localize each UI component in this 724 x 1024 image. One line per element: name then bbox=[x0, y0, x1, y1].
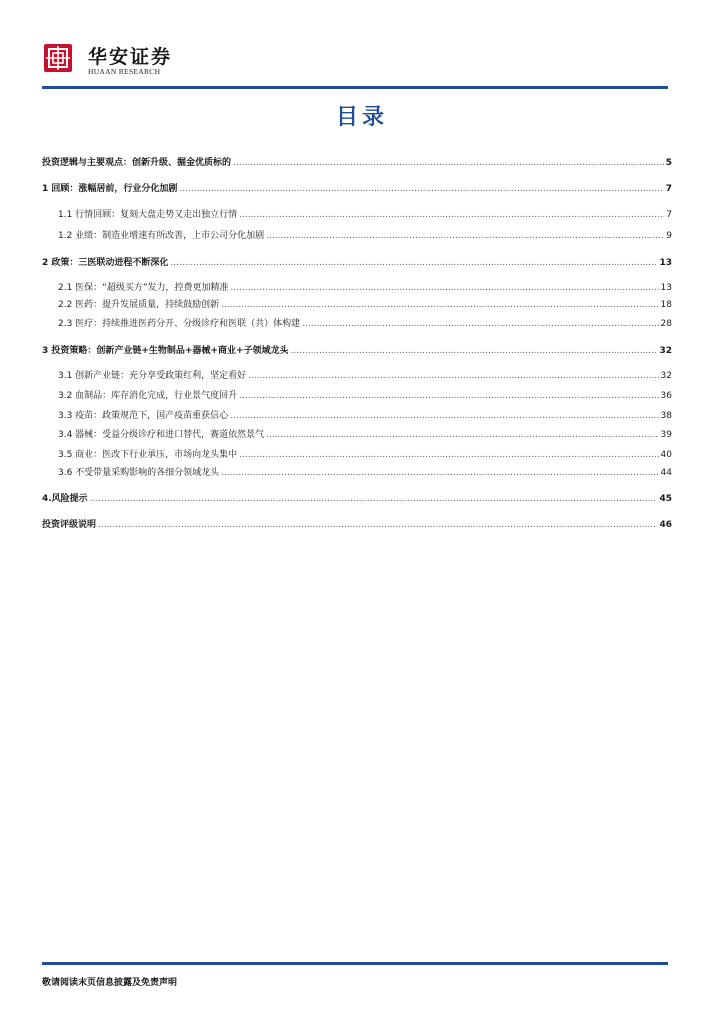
toc-subsection-entry[interactable] bbox=[58, 230, 672, 242]
toc-page-number: 32 bbox=[659, 346, 672, 356]
toc-page-number: 28 bbox=[660, 319, 672, 329]
toc-dot-leader bbox=[221, 467, 658, 479]
toc-section-entry[interactable] bbox=[42, 157, 672, 169]
toc-subsection-entry[interactable] bbox=[58, 467, 672, 479]
toc-dot-leader bbox=[302, 318, 658, 330]
toc-section-entry[interactable] bbox=[42, 345, 672, 357]
toc-entry-text: 投资逻辑与主要观点：创新升级、掘金优质标的 bbox=[42, 158, 232, 168]
toc-dot-leader bbox=[291, 345, 658, 357]
toc-dot-leader bbox=[266, 230, 664, 242]
toc-dot-leader bbox=[239, 449, 658, 461]
toc-dot-leader bbox=[98, 519, 657, 531]
toc-subsection-entry[interactable] bbox=[58, 282, 672, 294]
toc-page-number: 36 bbox=[660, 391, 672, 401]
toc-dot-leader bbox=[239, 390, 658, 402]
toc-entry-text: 3.3 疫苗：政策规范下，国产疫苗重获信心 bbox=[58, 411, 229, 421]
toc-dot-leader bbox=[221, 299, 658, 311]
toc-entry-text: 3.1 创新产业链：充分享受政策红利，坚定看好 bbox=[58, 371, 247, 381]
toc-entry-text: 1 回顾：涨幅居前，行业分化加剧 bbox=[42, 184, 178, 194]
page-title: 目录 bbox=[335, 105, 388, 130]
huaan-logo-icon bbox=[44, 44, 72, 72]
toc-dot-leader bbox=[179, 183, 663, 195]
toc-page-number: 18 bbox=[660, 300, 672, 310]
toc-entry-text: 3.2 血制品：库存消化完成，行业景气度回升 bbox=[58, 391, 238, 401]
toc-subsection-entry[interactable] bbox=[58, 370, 672, 382]
toc-page-number: 38 bbox=[660, 411, 672, 421]
toc-page-number: 45 bbox=[659, 494, 672, 504]
toc-page-number: 13 bbox=[659, 258, 672, 268]
toc-dot-leader bbox=[231, 282, 659, 294]
footer-divider bbox=[42, 962, 668, 965]
toc-page-number: 13 bbox=[660, 283, 672, 293]
toc-dot-leader bbox=[248, 370, 658, 382]
toc-dot-leader bbox=[266, 429, 658, 441]
toc-dot-leader bbox=[239, 209, 664, 221]
toc-section-entry[interactable] bbox=[42, 493, 672, 505]
toc-dot-leader bbox=[170, 257, 657, 269]
toc-page-number: 40 bbox=[660, 450, 672, 460]
brand-name-cn: 华安证券 bbox=[88, 46, 173, 68]
toc-subsection-entry[interactable] bbox=[58, 390, 672, 402]
toc-dot-leader bbox=[90, 493, 658, 505]
toc-entry-text: 1.1 行情回顾：复刻大盘走势又走出独立行情 bbox=[58, 210, 238, 220]
toc-entry-text: 2.1 医保：“超级买方”发力，控费更加精准 bbox=[58, 283, 229, 293]
toc-entry-text: 3 投资策略：创新产业链+生物制品+器械+商业+子领域龙头 bbox=[42, 346, 289, 356]
toc-entry-text: 1.2 业绩：制造业增速有所改善，上市公司分化加剧 bbox=[58, 231, 265, 241]
toc-subsection-entry[interactable] bbox=[58, 299, 672, 311]
toc-page-number: 39 bbox=[660, 430, 672, 440]
toc-subsection-entry[interactable] bbox=[58, 318, 672, 330]
toc-entry-text: 2 政策：三医联动进程不断深化 bbox=[42, 258, 169, 268]
toc-entry-text: 3.5 商业：医改下行业承压，市场向龙头集中 bbox=[58, 450, 238, 460]
toc-page-number: 7 bbox=[665, 184, 672, 194]
toc-page-number: 9 bbox=[666, 231, 672, 241]
toc-entry-text: 4.风险提示 bbox=[42, 494, 88, 504]
toc-entry-text: 3.6 不受带量采购影响的各细分领域龙头 bbox=[58, 468, 220, 478]
toc-subsection-entry[interactable] bbox=[58, 429, 672, 441]
toc-entry-text: 3.4 器械：受益分级诊疗和进口替代，赛道依然景气 bbox=[58, 430, 265, 440]
toc-entry-text: 2.3 医疗：持续推进医药分开、分级诊疗和医联（共）体构建 bbox=[58, 319, 301, 329]
page-header bbox=[44, 42, 684, 82]
brand-name-en: HUAAN RESEARCH bbox=[88, 67, 161, 76]
toc-section-entry[interactable] bbox=[42, 257, 672, 269]
toc-page-number: 32 bbox=[660, 371, 672, 381]
toc-section-entry[interactable] bbox=[42, 183, 672, 195]
toc-entry-text: 2.2 医药：提升发展质量，持续鼓励创新 bbox=[58, 300, 220, 310]
toc-page-number: 7 bbox=[666, 210, 672, 220]
toc-page-number: 46 bbox=[659, 520, 672, 530]
toc-section-entry[interactable] bbox=[42, 519, 672, 531]
toc-subsection-entry[interactable] bbox=[58, 209, 672, 221]
toc-subsection-entry[interactable] bbox=[58, 449, 672, 461]
toc-page-number: 5 bbox=[665, 158, 672, 168]
toc-page-number: 44 bbox=[660, 468, 672, 478]
toc-entry-text: 投资评级说明 bbox=[42, 520, 97, 530]
header-divider bbox=[42, 86, 668, 89]
disclaimer-note: 敬请阅读末页信息披露及免责声明 bbox=[42, 978, 178, 988]
toc-dot-leader bbox=[230, 410, 658, 422]
toc-subsection-entry[interactable] bbox=[58, 410, 672, 422]
toc-dot-leader bbox=[233, 157, 664, 169]
